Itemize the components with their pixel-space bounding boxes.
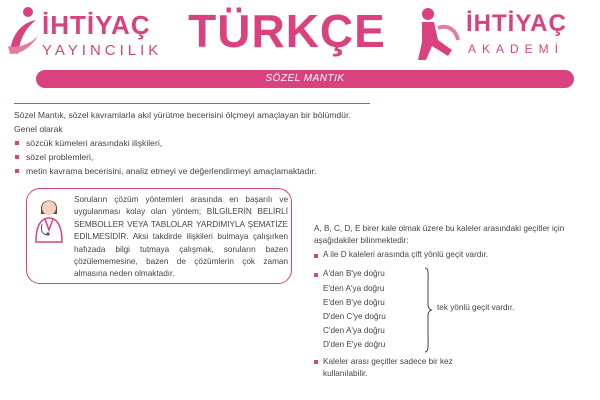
problem-bullet-1: A ile D kaleleri arasında çift yönlü geçit vardır. [323, 250, 489, 259]
bullet [314, 360, 318, 364]
route-item: E'den A'ya doğru [323, 284, 385, 293]
tip-text: Soruların çözüm yöntemleri arasında en başarılı ve uygulanması kolay olan yöntem; BİLGİLERİN BELİRLİ SEMBOLLER VEYA TABLOLAR YARDIMIYLA ŞEMATİZE EDİLMESİDİR. Aksi takdirde ilişkileri bulmaya çalışırken hafızada bilgi tutmaya çalışmak, soruların bazen çözülememesine, bazen de çözümlerin çok zaman almasına neden olmaktadır. [74, 195, 288, 279]
list-item: metin kavrama becerisini, analiz etmeyi ve değerlendirmeyi amaçlamaktadır. [14, 164, 414, 178]
list-item: sözel problemleri, [14, 150, 414, 164]
bullet [314, 254, 318, 258]
bullet [314, 273, 318, 277]
intro-bullet-list [14, 136, 414, 178]
left-logo-sub: YAYINCILIK [42, 42, 163, 59]
right-logo-sub: AKADEMİ [468, 42, 565, 56]
section-title-bar: SÖZEL MANTIK [36, 70, 574, 88]
list-item: sözcük kümeleri arasındaki ilişkileri, [14, 136, 414, 150]
intro-line-2: Genel olarak [14, 124, 63, 134]
left-logo-brand: İHTİYAÇ [42, 10, 151, 40]
intro-line-1: Sözel Mantık, sözel kavramlarla akıl yürütme becerisini ölçmeyi amaçlayan bir bölümdür. [14, 110, 351, 120]
divider [14, 103, 370, 104]
intro-text [14, 108, 414, 178]
doctor-icon [32, 194, 66, 244]
page-title: TÜRKÇE [188, 5, 386, 57]
route-item: D'den E'ye doğru [323, 340, 386, 349]
routes-note: tek yönlü geçit vardır. [437, 303, 515, 312]
problem-intro: A, B, C, D, E birer kale olmak üzere bu kaleler arasındaki geçitler için aşağıdakiler bilinmektedir: [314, 224, 565, 245]
right-logo-brand: İHTİYAÇ [466, 10, 567, 37]
swoosh-logo-icon [6, 6, 40, 58]
ihtiyac-yayincilik-logo [6, 4, 196, 64]
route-item: E'den B'ye doğru [323, 298, 385, 307]
problem-bullet-3: Kaleler arası geçitler sadece bir kez kullanılabilir. [323, 357, 453, 378]
curly-brace-icon [423, 266, 433, 354]
route-item: A'dan B'ye doğru [323, 269, 385, 278]
route-item: D'den C'ye doğru [323, 312, 386, 321]
figure-logo-icon [408, 6, 462, 62]
route-item: C'den A'ya doğru [323, 326, 385, 335]
ihtiyac-akademi-logo [408, 4, 594, 64]
